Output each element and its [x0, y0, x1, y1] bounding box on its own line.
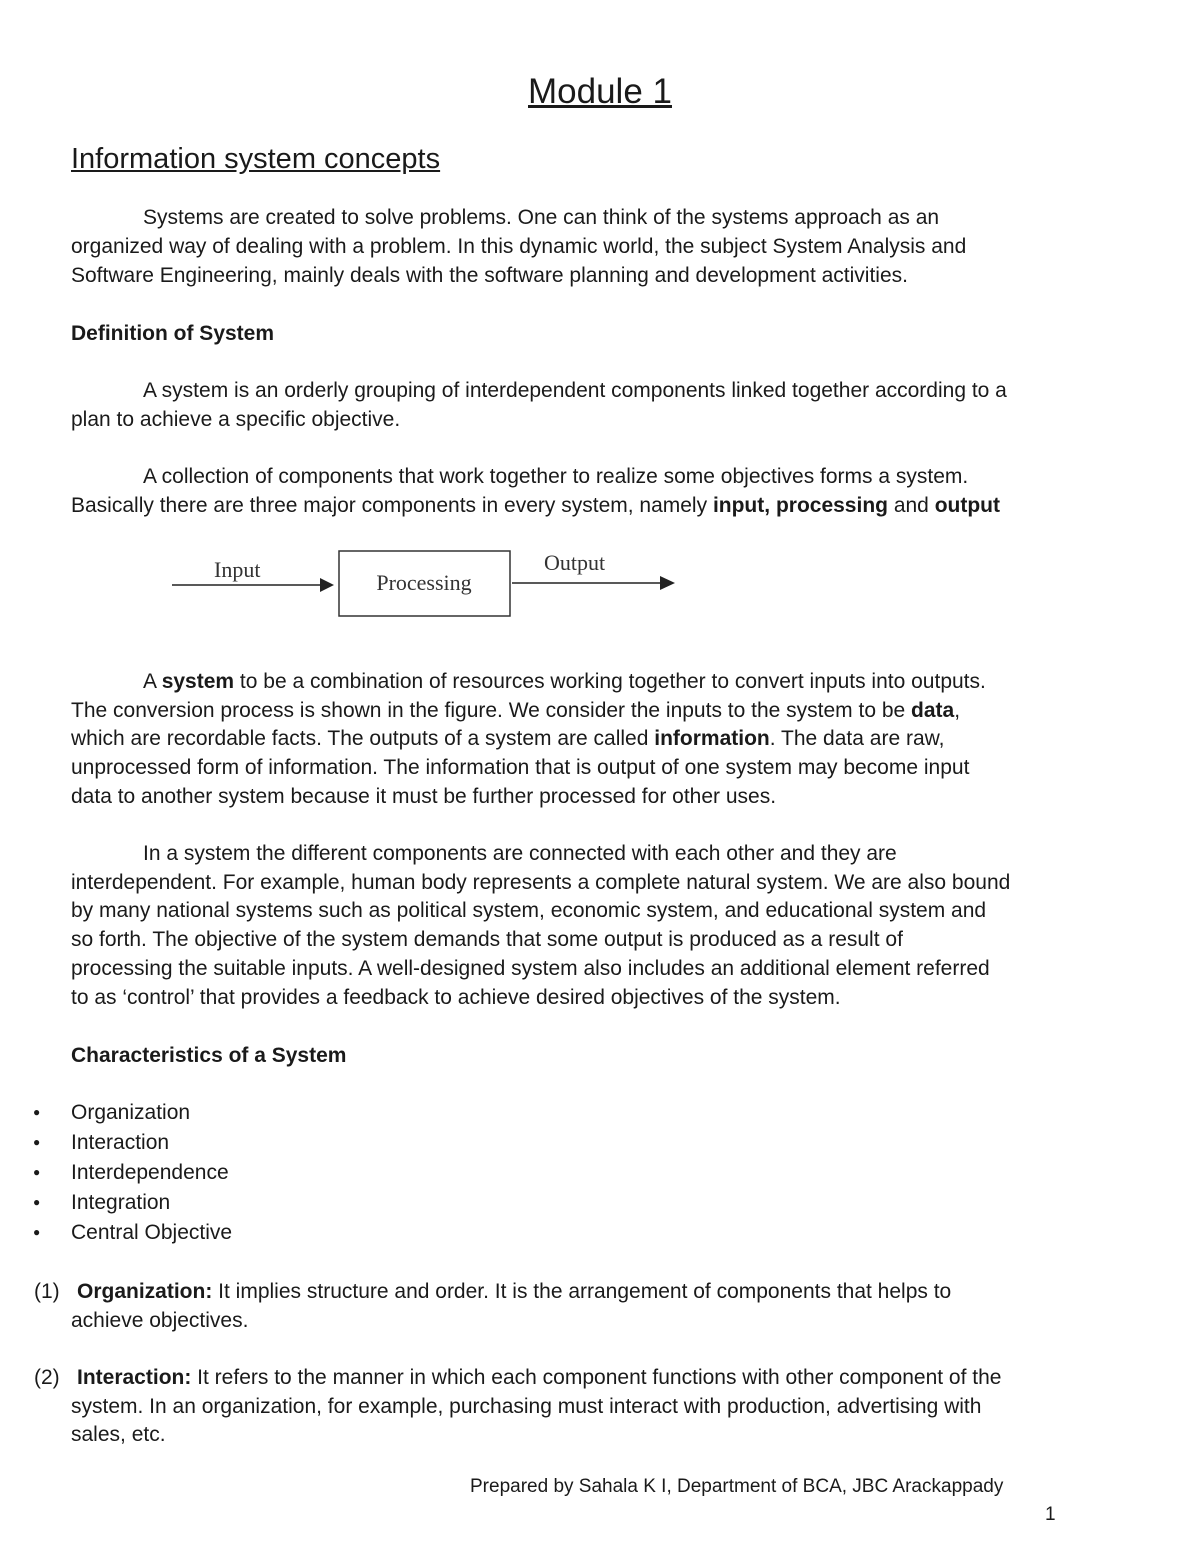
components-para-line-4: so forth. The objective of the system demands that some output is produced as a result of: [71, 928, 903, 951]
numbered-item-1-number: (1): [34, 1280, 60, 1303]
components-para-line-2: interdependent. For example, human body represents a complete natural system. We are also bound: [71, 871, 1011, 894]
numbered-item-2-line-3: sales, etc.: [71, 1423, 166, 1446]
p2-and: and: [887, 494, 935, 517]
diagram-processing-label: Processing: [376, 570, 472, 595]
components-para-line-1: In a system the different components are connected with each other and they are: [143, 842, 897, 865]
bullet: ●: [33, 1165, 41, 1179]
text: It refers to the manner in which each component functions with other component of the: [191, 1366, 1002, 1389]
term-processing: processing: [775, 494, 888, 517]
section-heading: Information system concepts: [71, 143, 441, 175]
term-organization: Organization:: [77, 1280, 213, 1303]
characteristics-heading: Characteristics of a System: [71, 1044, 347, 1067]
text: to be a combination of resources working together to convert inputs into outputs.: [234, 670, 986, 693]
text: ,: [954, 699, 961, 722]
system-para-line-1: [143, 667, 986, 696]
term-information: information: [654, 727, 770, 750]
numbered-item-2-number: (2): [34, 1366, 60, 1389]
definition-heading: Definition of System: [71, 322, 275, 345]
definition-p1-line-2: plan to achieve a specific objective.: [71, 408, 401, 431]
diagram-input-label: Input: [214, 557, 261, 582]
bullet: ●: [33, 1135, 41, 1149]
components-para-line-5: processing the suitable inputs. A well-designed system also includes an additional element referred: [71, 957, 990, 980]
definition-p2-line-2: [71, 491, 1000, 520]
text: A: [143, 670, 162, 693]
text: . The data are raw,: [769, 727, 945, 750]
intro-line-3: Software Engineering, mainly deals with the software planning and development activities.: [71, 264, 908, 287]
list-item: Integration: [71, 1191, 171, 1214]
bullet: ●: [33, 1225, 41, 1239]
list-item: Central Objective: [71, 1221, 233, 1244]
p2-text: Basically there are three major components in every system, namely: [71, 494, 713, 517]
term-system: system: [161, 670, 235, 693]
bullet: ●: [33, 1105, 41, 1119]
text: The conversion process is shown in the figure. We consider the inputs to the system to be: [71, 699, 912, 722]
footer-prepared-by: Prepared by Sahala K I, Department of BCA, JBC Arackappady: [470, 1476, 1004, 1497]
page-title: Module 1: [528, 72, 672, 111]
diagram-output-label: Output: [544, 550, 606, 575]
definition-p2-line-1: A collection of components that work together to realize some objectives forms a system.: [143, 465, 969, 488]
page-number: 1: [1045, 1504, 1056, 1525]
intro-line-1: Systems are created to solve problems. One can think of the systems approach as an: [143, 206, 940, 229]
intro-line-2: organized way of dealing with a problem. In this dynamic world, the subject System Analysis and: [71, 235, 967, 258]
term-output: output: [934, 494, 1000, 517]
numbered-item-1-line-1: [77, 1277, 951, 1306]
numbered-item-2-line-2: system. In an organization, for example, purchasing must interact with production, advertising with: [71, 1395, 982, 1418]
list-item: Organization: [71, 1101, 191, 1124]
text: which are recordable facts. The outputs of a system are called: [71, 727, 655, 750]
term-input: input,: [712, 494, 771, 517]
system-para-line-4: unprocessed form of information. The information that is output of one system may become input: [71, 756, 970, 779]
term-interaction: Interaction:: [77, 1366, 192, 1389]
system-para-line-5: data to another system because it must be further processed for other uses.: [71, 785, 777, 808]
numbered-item-1-line-2: achieve objectives.: [71, 1309, 249, 1332]
bullet: ●: [33, 1195, 41, 1209]
text: It implies structure and order. It is the arrangement of components that helps to: [212, 1280, 952, 1303]
components-para-line-6: to as ‘control’ that provides a feedback to achieve desired objectives of the system.: [71, 986, 841, 1009]
list-item: Interaction: [71, 1131, 170, 1154]
system-para-line-3: [71, 724, 944, 753]
components-para-line-3: by many national systems such as political system, economic system, and educational system and: [71, 899, 987, 922]
system-para-line-2: [71, 696, 960, 725]
list-item: Interdependence: [71, 1161, 229, 1184]
term-data: data: [911, 699, 955, 722]
numbered-item-2-line-1: [77, 1363, 1001, 1392]
input-processing-output-diagram: [160, 540, 700, 630]
definition-p1-line-1: A system is an orderly grouping of interdependent components linked together according to a: [143, 379, 1007, 402]
input-arrow-head: [320, 578, 334, 592]
output-arrow-head: [660, 576, 675, 590]
